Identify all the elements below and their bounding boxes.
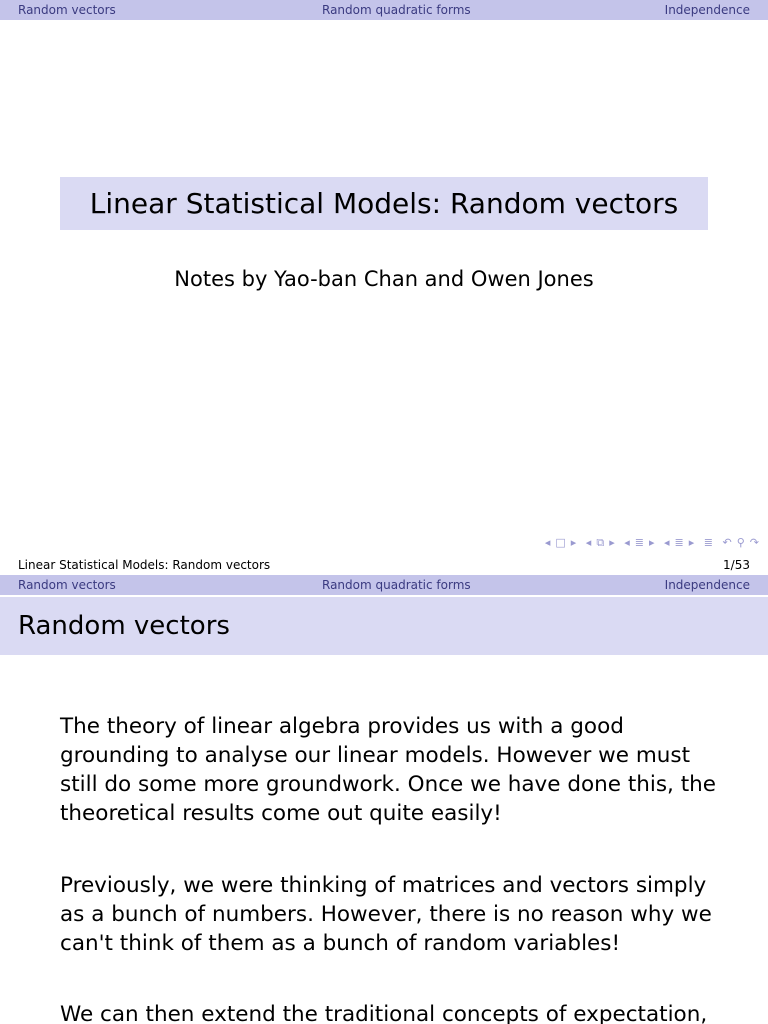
nav-section-independence[interactable]: Independence	[664, 578, 750, 592]
nav-section-independence[interactable]: Independence	[664, 3, 750, 17]
slide-icon[interactable]: □	[555, 536, 567, 549]
next-subsection-icon[interactable]: ▸	[648, 536, 656, 549]
slide-random-vectors	[0, 575, 768, 1024]
frame-title: Random vectors	[18, 611, 230, 641]
subsection-icon[interactable]: ≣	[634, 536, 645, 549]
next-frame-icon[interactable]: ▸	[609, 536, 616, 549]
nav-section-random-quadratic-forms[interactable]: Random quadratic forms	[322, 3, 471, 17]
forward-icon[interactable]: ↷	[749, 536, 760, 549]
next-section-icon[interactable]: ▸	[688, 536, 696, 549]
toc-icon[interactable]: ≣	[703, 536, 714, 549]
presentation-title: Linear Statistical Models: Random vectors	[89, 187, 679, 220]
next-slide-icon[interactable]: ▸	[570, 536, 578, 549]
prev-slide-icon[interactable]: ◂	[544, 536, 552, 549]
section-navbar	[0, 575, 768, 595]
frame-title-bar	[0, 597, 768, 655]
beamer-navigation-controls	[541, 536, 760, 550]
footer-title: Linear Statistical Models: Random vectors	[18, 558, 271, 572]
page-number: 1/53	[723, 558, 750, 572]
presentation-title-box	[60, 177, 708, 230]
back-icon[interactable]: ↶	[722, 536, 733, 549]
prev-subsection-icon[interactable]: ◂	[624, 536, 631, 549]
paragraph: We can then extend the traditional concepts of expectation,	[60, 1002, 708, 1024]
frame-icon[interactable]: ⧉	[596, 536, 606, 549]
section-icon[interactable]: ≣	[674, 536, 685, 549]
prev-section-icon[interactable]: ◂	[664, 536, 671, 549]
nav-section-random-vectors[interactable]: Random vectors	[18, 578, 116, 592]
search-icon[interactable]: ⚲	[736, 536, 746, 549]
nav-section-random-quadratic-forms[interactable]: Random quadratic forms	[322, 578, 471, 592]
paragraph: Previously, we were thinking of matrices and vectors simply as a bunch of numbers. However, there is no reason why we can't think of them as a bunch of random variables!	[60, 873, 712, 956]
nav-section-random-vectors[interactable]: Random vectors	[18, 3, 116, 17]
authors: Notes by Yao-ban Chan and Owen Jones	[174, 267, 594, 291]
paragraph: The theory of linear algebra provides us with a good grounding to analyse our linear models. However we must still do some more groundwork. Once we have done this, the theoretical results come out quite easily!	[60, 714, 717, 826]
section-navbar	[0, 0, 768, 20]
prev-frame-icon[interactable]: ◂	[585, 536, 593, 549]
